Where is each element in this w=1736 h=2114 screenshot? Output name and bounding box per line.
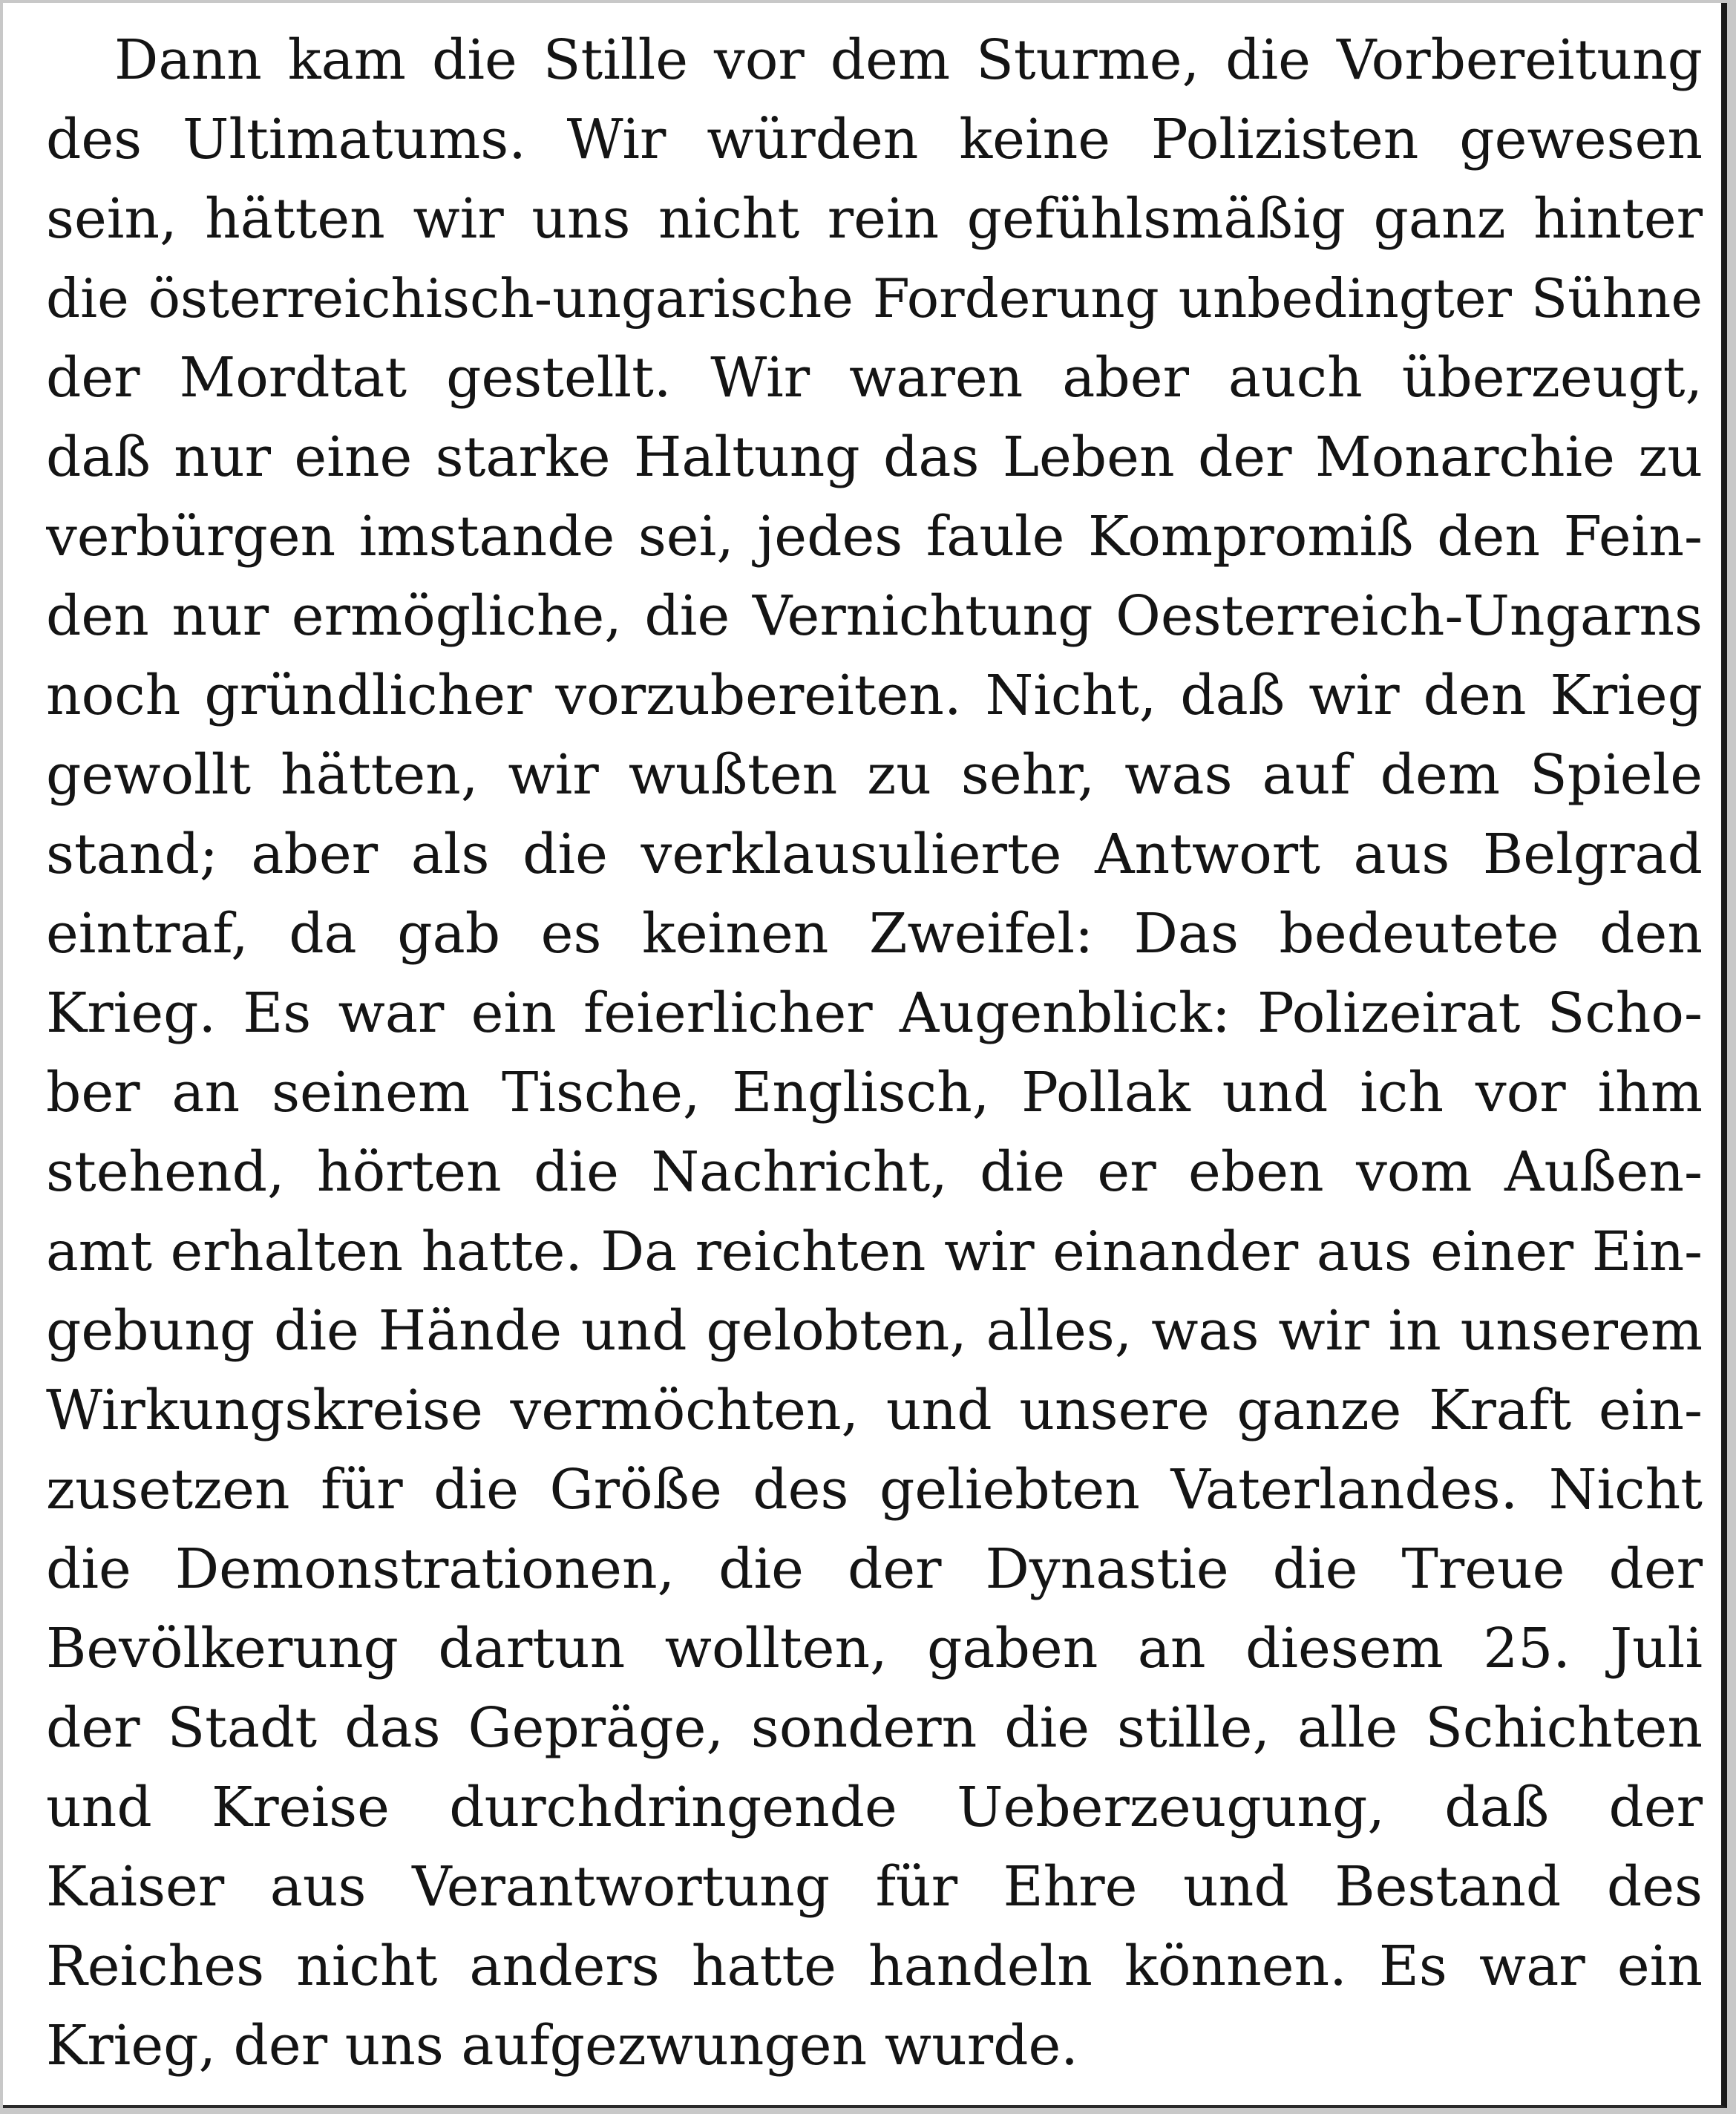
text-line: Kaiser aus Verantwortung für Ehre und Bestand des <box>46 1855 1703 1919</box>
text-line: die österreichisch-ungarische Forderung unbedingter Sühne <box>46 267 1703 330</box>
text-line: Krieg. Es war ein feierlicher Augenblick: Polizeirat Scho- <box>46 981 1703 1045</box>
text-line: noch gründlicher vorzubereiten. Nicht, daß wir den Krieg <box>46 664 1703 727</box>
text-line: Krieg, der uns aufgezwungen wurde. <box>46 2014 1078 2078</box>
scanned-page <box>3 3 1727 2108</box>
text-line: Dann kam die Stille vor dem Sturme, die Vorbereitung <box>114 28 1703 92</box>
text-line: sein, hätten wir uns nicht rein gefühlsmäßig ganz hinter <box>46 187 1703 251</box>
text-line: Bevölkerung dartun wollten, gaben an diesem 25. Juli <box>46 1617 1703 1681</box>
text-line: die Demonstrationen, die der Dynastie die Treue der <box>46 1537 1703 1601</box>
text-line: den nur ermögliche, die Vernichtung Oesterreich-Ungarns <box>46 584 1703 648</box>
text-line: daß nur eine starke Haltung das Leben der Monarchie zu <box>46 425 1703 489</box>
text-line: gebung die Hände und gelobten, alles, was wir in unserem <box>46 1299 1703 1363</box>
text-line: verbürgen imstande sei, jedes faule Kompromiß den Fein- <box>46 505 1703 569</box>
paragraph <box>46 21 1703 2086</box>
text-line: zusetzen für die Größe des geliebten Vaterlandes. Nicht <box>46 1458 1703 1522</box>
text-line: der Mordtat gestellt. Wir waren aber auch überzeugt, <box>46 346 1703 410</box>
text-line: Wirkungskreise vermöchten, und unsere ganze Kraft ein- <box>46 1378 1703 1442</box>
text-line: amt erhalten hatte. Da reichten wir einander aus einer Ein- <box>46 1220 1703 1283</box>
text-line: stand; aber als die verklausulierte Antwort aus Belgrad <box>46 822 1703 886</box>
text-line: ber an seinem Tische, Englisch, Pollak und ich vor ihm <box>46 1061 1703 1125</box>
text-line: stehend, hörten die Nachricht, die er eben vom Außen- <box>46 1140 1703 1204</box>
text-line: und Kreise durchdringende Ueberzeugung, daß der <box>46 1776 1703 1839</box>
text-line: der Stadt das Gepräge, sondern die stille, alle Schichten <box>46 1696 1703 1760</box>
text-line: des Ultimatums. Wir würden keine Polizisten gewesen <box>46 108 1703 171</box>
text-line: gewollt hätten, wir wußten zu sehr, was auf dem Spiele <box>46 743 1703 807</box>
text-line: Reiches nicht anders hatte handeln können. Es war ein <box>46 1934 1703 1998</box>
text-line: eintraf, da gab es keinen Zweifel: Das bedeutete den <box>46 902 1703 966</box>
